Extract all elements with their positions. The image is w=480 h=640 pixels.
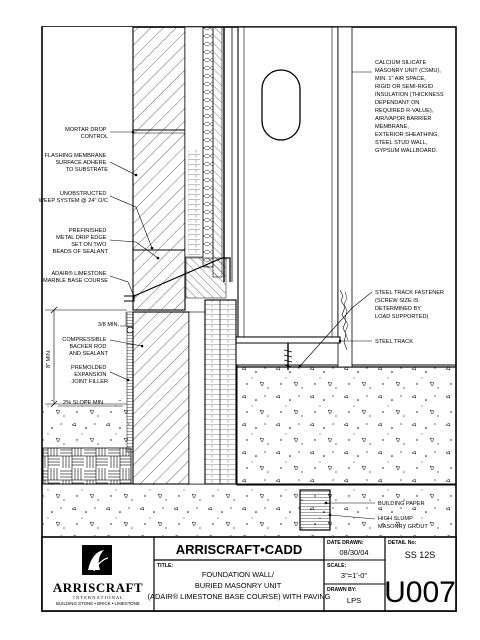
detail-label: DETAIL No:	[388, 540, 417, 546]
masonry-grout	[300, 490, 330, 530]
callout-steel-track: STEEL TRACK	[375, 339, 413, 345]
dim-height: 8" MIN.	[46, 349, 52, 368]
detail-number: SS 12S	[404, 550, 436, 560]
buried-masonry-unit	[205, 300, 236, 484]
paving-units	[43, 448, 131, 484]
dim-min-gap: 3/8 MIN.	[98, 322, 120, 328]
backer-rod	[127, 327, 133, 333]
sheathing	[213, 27, 222, 277]
date-label: DATE DRAWN:	[327, 540, 364, 546]
brand-name: ARRISCRAFT•CADD	[175, 542, 303, 557]
drawn-by-value: LPS	[346, 596, 362, 605]
callout-weep-system: UNOBSTRUCTED WEEP SYSTEM @ 24" O/C	[38, 191, 108, 204]
drawn-by-label: DRAWN BY:	[327, 587, 357, 593]
callout-track-fastener: STEEL TRACK FASTENER (SCREW SIZE IS DETERMINED BY LOAD SUPPORTED)	[375, 290, 445, 320]
callout-mortar-drop: MORTAR DROP CONTROL	[65, 127, 108, 140]
svg-text:I N T E R N A T I O N A L: I N T E R N A T I O N A L	[73, 595, 123, 600]
title-block	[42, 537, 456, 611]
callout-flashing-membrane: FLASHING MEMBRANE SURFACE ADHERE TO SUBSTRATE	[44, 153, 108, 173]
callout-base-course: ADAIR® LIMESTONE MARBLE BASE COURSE	[43, 271, 108, 284]
drawing-title: FOUNDATION WALL/ BURIED MASONRY UNIT (ADAIR® LIMESTONE BASE COURSE) WITH PAVING	[147, 570, 331, 601]
scale-label: SCALE:	[327, 563, 347, 569]
paving-bed	[43, 400, 131, 448]
svg-text:ARRISCRAFT: ARRISCRAFT	[52, 580, 144, 595]
callout-drip-edge: PREFINISHED METAL DRIP EDGE SET ON TWO BEADS OF SEALANT	[52, 228, 108, 255]
dimension-marks	[45, 307, 133, 407]
csmu-veneer	[133, 27, 185, 310]
callout-joint-filler: PREMOLDED EXPANSION JOINT FILLER	[71, 365, 108, 385]
scale-value: 3"=1'-0"	[340, 571, 368, 580]
callout-masonry-grout: HIGH SLUMP MASONRY GROUT	[378, 516, 428, 530]
callout-csmu-assembly: CALCIUM SILICATE MASONRY UNIT (CSMU), MIN. 1" AIR SPACE, RIGID OR SEMI-RIGID INSULATION (THICKNESS DEPENDANT ON REQUIRED R-VALUE), AIR/VAPOR BARRIER MEMBRANE, EXTERIOR SHEATHING, STEEL STUD WALL, GYPSUM WALLBOARD.	[375, 60, 444, 154]
dim-slope: 2% SLOPE MIN.	[63, 400, 105, 406]
callout-building-paper: BUILDING PAPER	[378, 501, 425, 507]
title-label: TITLE:	[157, 563, 174, 569]
base-course	[133, 312, 189, 484]
svg-text:BUILDING STONE • BRICK • LIMES: BUILDING STONE • BRICK • LIMESTONE	[56, 601, 140, 606]
sheet-number: U007	[384, 576, 456, 609]
floor-slab	[237, 365, 456, 485]
callout-backer-rod: COMPRESSIBLE BACKER ROD AND SEALANT	[62, 337, 108, 357]
steel-track	[236, 337, 340, 343]
date-value: 08/30/04	[339, 548, 369, 557]
stud-knockout	[262, 70, 300, 140]
insulation	[188, 150, 200, 255]
